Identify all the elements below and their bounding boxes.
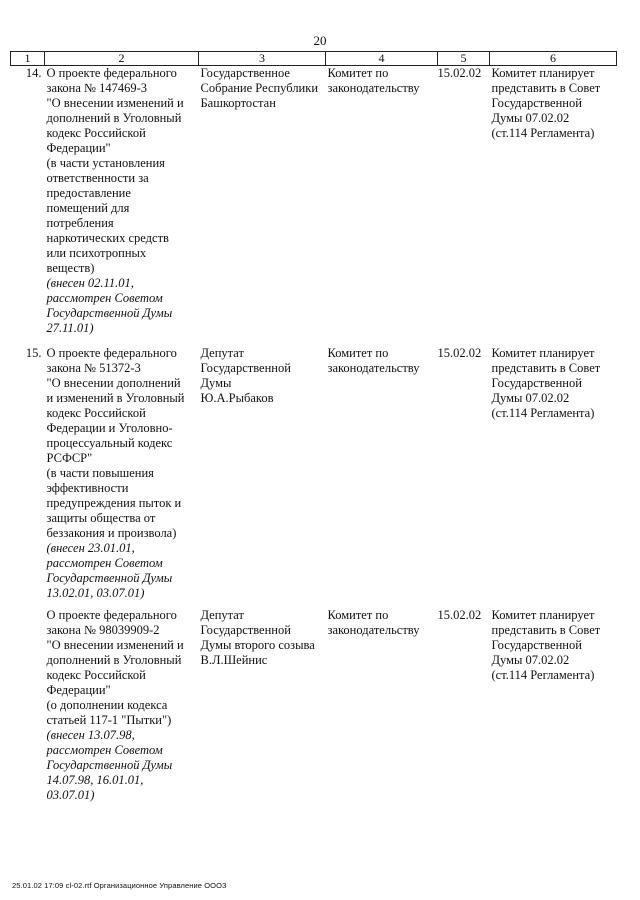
cell-line: Государственной: [200, 361, 291, 375]
cell-line: закона № 98039909-2: [46, 623, 160, 637]
cell-line: Федерации": [46, 141, 111, 155]
committee: [326, 66, 438, 347]
cell-line: Комитет планирует: [491, 346, 595, 360]
cell-line: (ст.114 Регламента): [491, 126, 595, 140]
cell-line: Федерации": [46, 683, 111, 697]
cell-line: кодекс Российской: [46, 668, 146, 682]
cell-line: процессуальный кодекс: [46, 436, 173, 450]
submission-note: [47, 541, 197, 601]
column-number: 3: [199, 52, 326, 66]
table-row: [11, 346, 617, 608]
cell-line: рассмотрен Советом: [46, 291, 163, 305]
cell-line: законодательству: [327, 623, 420, 637]
cell-line: 13.02.01, 03.07.01): [46, 586, 145, 600]
status: [490, 66, 617, 347]
cell-line: эффективности: [46, 481, 129, 495]
cell-line: Депутат: [200, 346, 244, 360]
cell-line: 03.07.01): [46, 788, 95, 802]
cell-line: 27.11.01): [46, 321, 94, 335]
cell-line: Государственной: [200, 623, 291, 637]
cell-line: Думы 07.02.02: [491, 391, 570, 405]
committee: [326, 346, 438, 608]
cell-line: предупреждения пыток и: [46, 496, 182, 510]
cell-line: потребления: [46, 216, 114, 230]
row-number: 14.: [25, 66, 42, 80]
cell-line: представить в Совет: [491, 81, 601, 95]
cell-line: Ю.А.Рыбаков: [200, 391, 274, 405]
bill-description: [45, 608, 199, 808]
cell-line: О проекте федерального: [46, 346, 177, 360]
cell-line: 14.07.98, 16.01.01,: [46, 773, 144, 787]
cell-line: рассмотрен Советом: [46, 556, 163, 570]
table-row: [11, 66, 617, 347]
cell-line: защиты общества от: [46, 511, 156, 525]
cell-line: помещений для: [46, 201, 130, 215]
cell-line: Комитет по: [327, 66, 389, 80]
cell-line: ответственности за: [46, 171, 149, 185]
date: 15.02.02: [437, 608, 482, 622]
page-number: 20: [313, 33, 327, 48]
column-number: 4: [326, 52, 438, 66]
date: 15.02.02: [437, 346, 482, 360]
cell-line: (внесен 23.01.01,: [46, 541, 135, 555]
cell-line: Государственной Думы: [46, 758, 173, 772]
initiator: [199, 346, 326, 608]
status: [490, 608, 617, 808]
cell-line: законодательству: [327, 361, 420, 375]
column-number: 2: [45, 52, 199, 66]
cell-line: законодательству: [327, 81, 420, 95]
cell-line: представить в Совет: [491, 623, 601, 637]
initiator: [199, 608, 326, 808]
cell-line: (ст.114 Регламента): [491, 406, 595, 420]
cell-line: Башкортостан: [200, 96, 276, 110]
date: 15.02.02: [437, 66, 482, 80]
cell-line: закона № 51372-3: [46, 361, 141, 375]
cell-line: "О внесении изменений и: [46, 96, 184, 110]
cell-line: В.Л.Шейнис: [200, 653, 268, 667]
cell-line: дополнений в Уголовный: [46, 111, 182, 125]
cell-line: О проекте федерального: [46, 608, 177, 622]
legislation-table: [10, 51, 617, 808]
column-number-row: [11, 52, 617, 66]
cell-line: веществ): [46, 261, 95, 275]
row-number: 15.: [25, 346, 42, 360]
row-number: [11, 608, 45, 808]
cell-line: Собрание Республики: [200, 81, 319, 95]
initiator: [199, 66, 326, 347]
cell-line: дополнений в Уголовный: [46, 653, 182, 667]
submission-note: [47, 276, 197, 336]
cell-line: Государственной: [491, 638, 582, 652]
cell-line: (в части установления: [46, 156, 165, 170]
cell-line: Комитет планирует: [491, 608, 595, 622]
column-number: 6: [490, 52, 617, 66]
bill-description: [45, 66, 199, 347]
cell-line: (ст.114 Регламента): [491, 668, 595, 682]
table-row: [11, 608, 617, 808]
cell-line: Депутат: [200, 608, 244, 622]
column-number: 1: [11, 52, 45, 66]
cell-line: (внесен 02.11.01,: [46, 276, 134, 290]
cell-line: "О внесении дополнений: [46, 376, 181, 390]
cell-line: кодекс Российской: [46, 406, 146, 420]
cell-line: Государственной Думы: [46, 306, 173, 320]
submission-note: [47, 728, 197, 803]
cell-line: Государственной: [491, 376, 582, 390]
cell-line: представить в Совет: [491, 361, 601, 375]
cell-line: (внесен 13.07.98,: [46, 728, 135, 742]
cell-line: О проекте федерального: [46, 66, 177, 80]
status: [490, 346, 617, 608]
cell-line: Думы 07.02.02: [491, 653, 570, 667]
bill-description: [45, 346, 199, 608]
committee: [326, 608, 438, 808]
cell-line: и изменений в Уголовный: [46, 391, 185, 405]
cell-line: (в части повышения: [46, 466, 154, 480]
document-footer: 25.01.02 17:09 cl-02.rtf Организационное Управление ОООЗ: [12, 881, 227, 890]
cell-line: Думы 07.02.02: [491, 111, 570, 125]
cell-line: Государственной: [491, 96, 582, 110]
cell-line: "О внесении изменений и: [46, 638, 184, 652]
cell-line: Думы: [200, 376, 232, 390]
cell-line: Комитет планирует: [491, 66, 595, 80]
cell-line: Государственной Думы: [46, 571, 173, 585]
cell-line: (о дополнении кодекса: [46, 698, 168, 712]
cell-line: Федерации и Уголовно-: [46, 421, 173, 435]
cell-line: Думы второго созыва: [200, 638, 315, 652]
cell-line: кодекс Российской: [46, 126, 146, 140]
column-number: 5: [438, 52, 490, 66]
cell-line: закона № 147469-3: [46, 81, 148, 95]
cell-line: или психотропных: [46, 246, 147, 260]
cell-line: РСФСР": [46, 451, 93, 465]
cell-line: статьей 117-1 "Пытки"): [46, 713, 172, 727]
cell-line: Комитет по: [327, 608, 389, 622]
cell-line: рассмотрен Советом: [46, 743, 163, 757]
cell-line: наркотических средств: [46, 231, 169, 245]
cell-line: Комитет по: [327, 346, 389, 360]
cell-line: предоставление: [46, 186, 131, 200]
cell-line: Государственное: [200, 66, 290, 80]
cell-line: беззакония и произвола): [46, 526, 177, 540]
